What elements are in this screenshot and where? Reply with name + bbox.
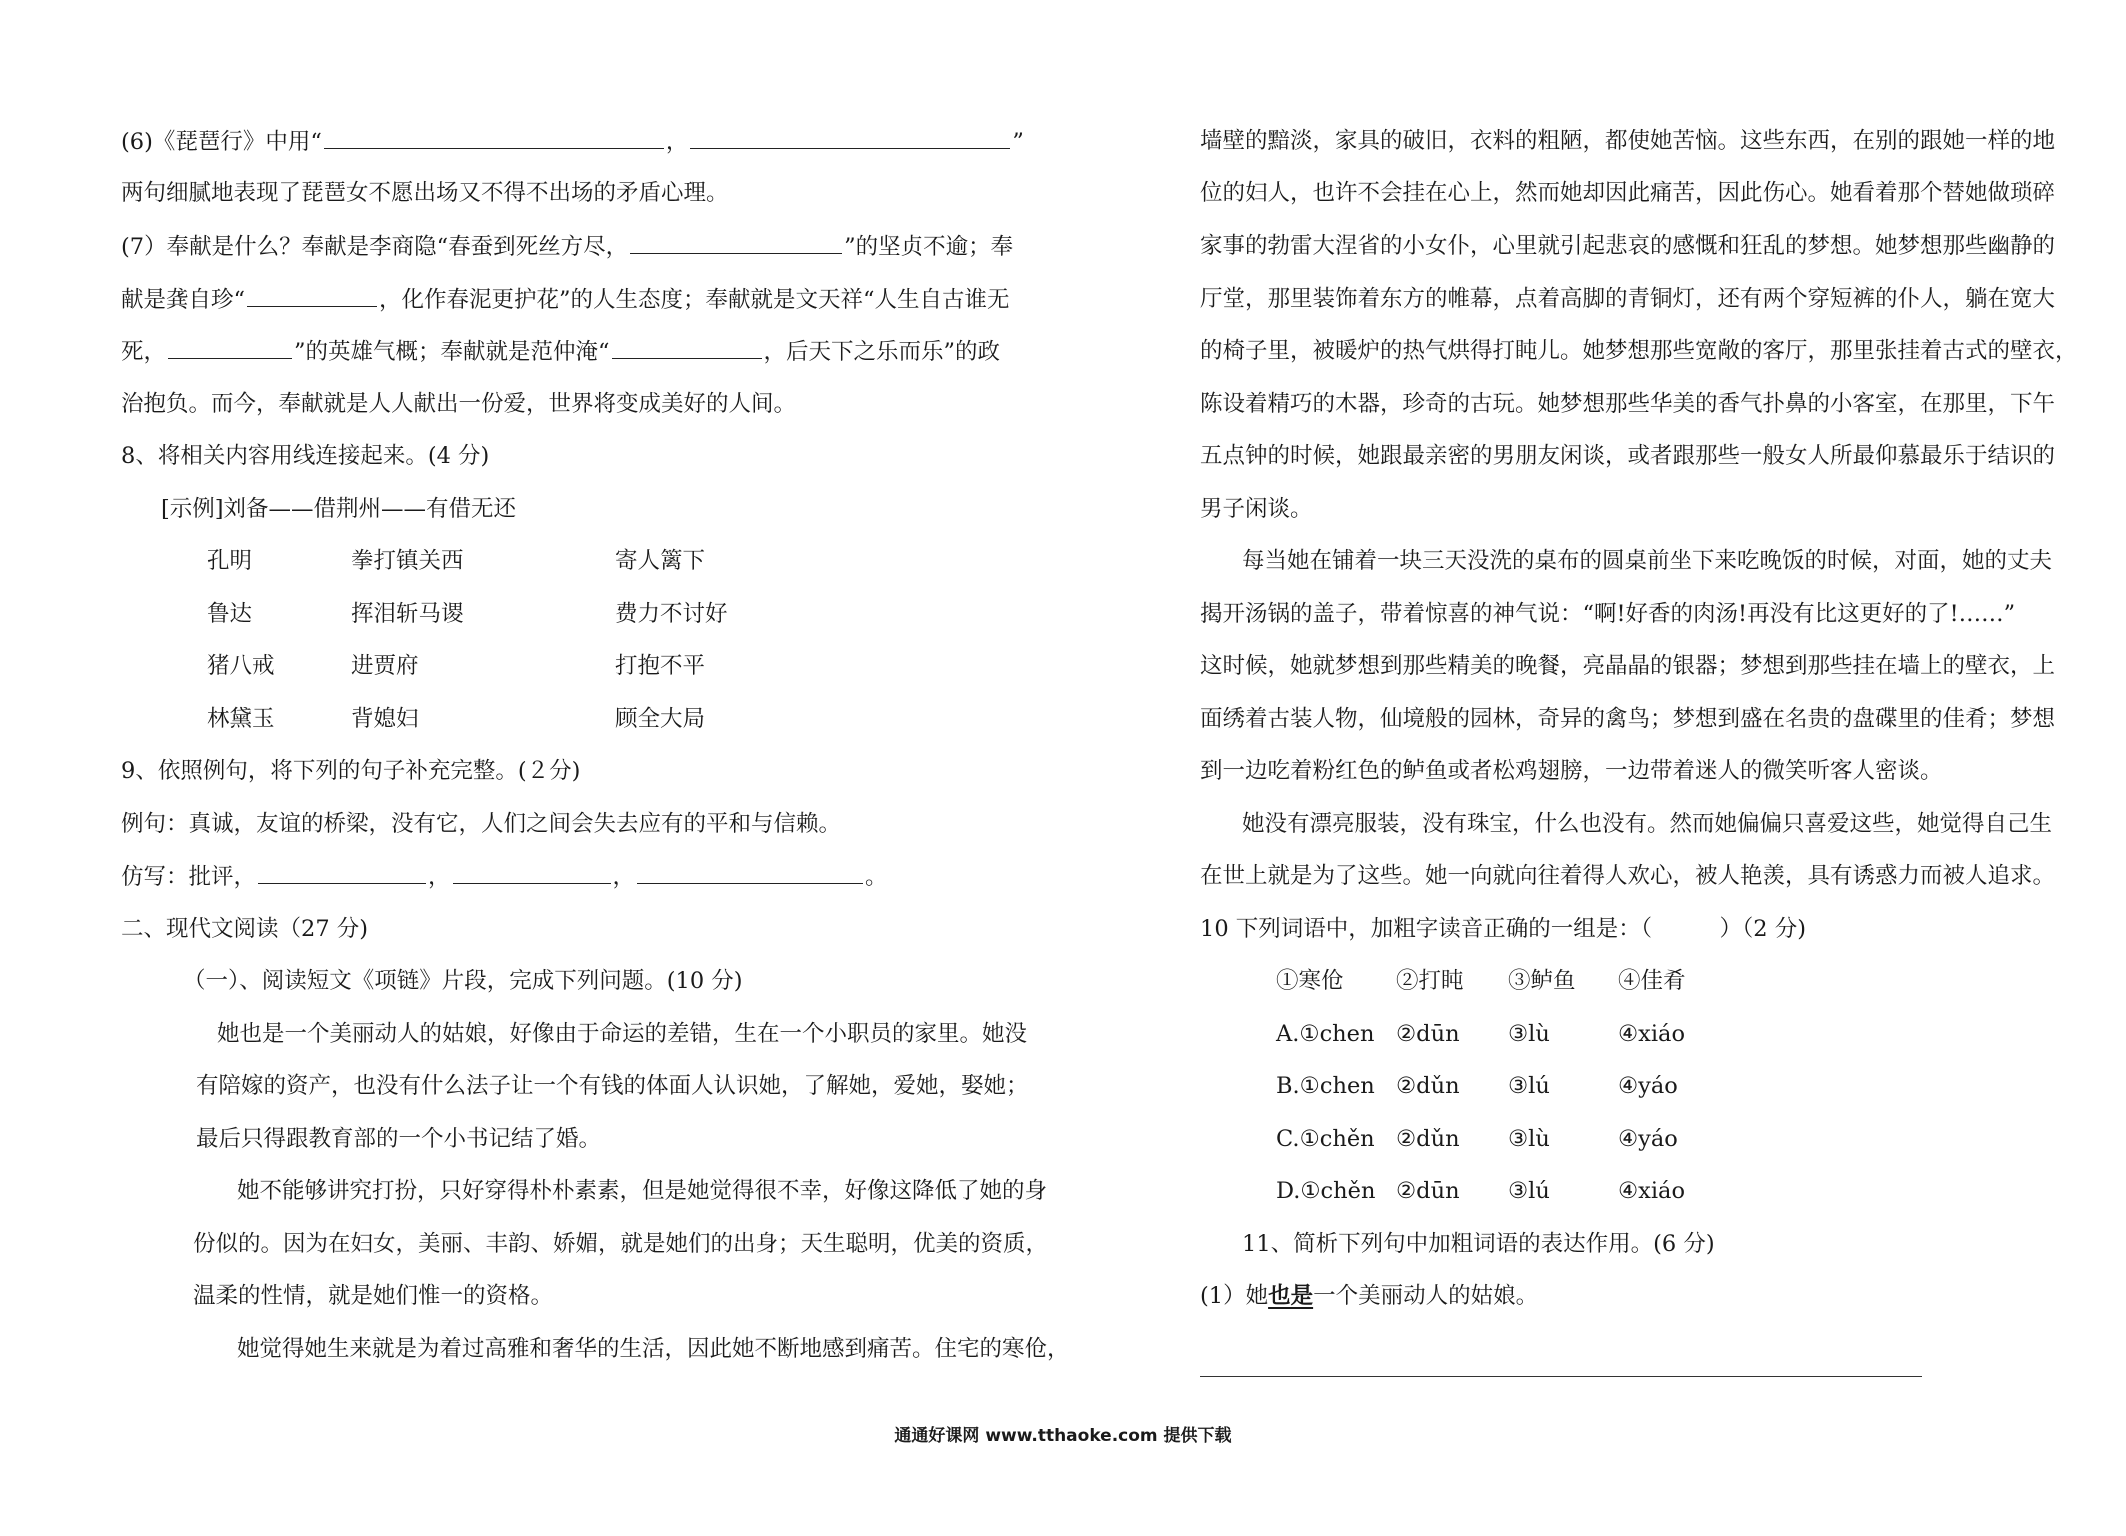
p3-cont-line-4: 厅堂，那里装饰着东方的帷幕，点着高脚的青铜灯，还有两个穿短裤的仆人，躺在宽大	[1200, 286, 2056, 312]
p3-cont-line-1: 墙壁的黯淡，家具的破旧，衣料的粗陋，都使她苦恼。这些东西，在别的跟她一样的地	[1200, 128, 2056, 154]
q11-title: 11、简析下列句中加粗词语的表达作用。(6 分)	[1242, 1231, 1715, 1257]
passage-title: （一）、阅读短文《项链》片段，完成下列问题。(10 分)	[183, 968, 743, 994]
q7-line-3: 死， ”的英雄气概；奉献就是范仲淹“ ，后天下之乐而乐”的政	[121, 336, 1000, 366]
q8-row-4-c: 顾全大局	[615, 706, 706, 732]
q10-option-b-3: ③lú	[1508, 1073, 1550, 1099]
p3-cont-line-3: 家事的勃雷大涅省的小女仆，心里就引起悲哀的感慨和狂乱的梦想。她梦想那些幽静的	[1200, 233, 2056, 259]
q6-blank-2[interactable]	[690, 126, 1010, 149]
section-2-heading: 二、现代文阅读（27 分)	[121, 916, 369, 942]
q10-option-c-3: ③lù	[1508, 1126, 1550, 1152]
q6-blank-1[interactable]	[324, 126, 664, 149]
q6-line-1: (6)《琵琶行》中用“ ， ”	[121, 126, 1024, 156]
p3-cont-line-2: 位的妇人，也许不会挂在心上，然而她却因此痛苦，因此伤心。她看着那个替她做琐碎	[1200, 180, 2056, 206]
q10-word-4: ④佳肴	[1618, 968, 1686, 994]
q8-row-4-b: 背媳妇	[351, 706, 419, 732]
q10-option-c[interactable]: C.①chěn	[1276, 1126, 1375, 1152]
q10-option-c-4: ④yáo	[1618, 1126, 1678, 1152]
q8-title: 8、将相关内容用线连接起来。(4 分)	[121, 443, 490, 469]
q8-row-1-a: 孔明	[207, 548, 253, 574]
q10-word-1: ①寒伧	[1276, 968, 1344, 994]
q8-row-3-c: 打抱不平	[615, 653, 706, 679]
p2-line-1: 她不能够讲究打扮，只好穿得朴朴素素，但是她觉得很不幸，好像这降低了她的身	[237, 1178, 1048, 1204]
q8-row-2-a: 鲁达	[207, 601, 253, 627]
q11-bold-word: 也是	[1268, 1283, 1314, 1309]
q8-row-3-a: 猪八戒	[207, 653, 275, 679]
footer-credit: 通通好课网 www.tthaoke.com 提供下载	[894, 1426, 1232, 1446]
q11-sentence-1: (1）她也是一个美丽动人的姑娘。	[1200, 1283, 1539, 1309]
q8-row-2-b: 挥泪斩马谡	[351, 601, 464, 627]
q9-fill-line: 仿写：批评， ， ， 。	[121, 861, 888, 891]
q9-blank-3[interactable]	[637, 861, 863, 884]
q7-blank-2[interactable]	[247, 284, 377, 307]
q8-example: [示例]刘备——借荆州——有借无还	[161, 496, 517, 522]
p5-line-1: 她没有漂亮服装，没有珠宝，什么也没有。然而她偏偏只喜爱这些，她觉得自己生	[1242, 811, 2053, 837]
q7-line-2: 献是龚自珍“ ，化作春泥更护花”的人生态度；奉献就是文天祥“人生自古谁无	[121, 284, 1010, 314]
q10-word-3: ③鲈鱼	[1508, 968, 1576, 994]
p4-line-3: 这时候，她就梦想到那些精美的晚餐，亮晶晶的银器；梦想到那些挂在墙上的壁衣，上	[1200, 653, 2056, 679]
q7-line-4: 治抱负。而今，奉献就是人人献出一份爱，世界将变成美好的人间。	[121, 391, 797, 417]
p3-line-1: 她觉得她生来就是为着过高雅和奢华的生活，因此她不断地感到痛苦。住宅的寒伧，	[237, 1336, 1070, 1362]
q10-option-b-4: ④yáo	[1618, 1073, 1678, 1099]
q10-option-d-3: ③lú	[1508, 1178, 1550, 1204]
q9-example: 例句：真诚，友谊的桥梁，没有它，人们之间会失去应有的平和与信赖。	[121, 811, 842, 837]
q10-option-a-3: ③lù	[1508, 1021, 1550, 1047]
p4-line-5: 到一边吃着粉红色的鲈鱼或者松鸡翅膀，一边带着迷人的微笑听客人密谈。	[1200, 758, 1943, 784]
q10-option-a-2: ②dūn	[1396, 1021, 1460, 1047]
q10-word-2: ②打盹	[1396, 968, 1464, 994]
q10-option-b[interactable]: B.①chen	[1276, 1073, 1375, 1099]
q9-title: 9、依照例句，将下列的句子补充完整。(２分)	[121, 758, 581, 784]
q6-line-2: 两句细腻地表现了琵琶女不愿出场又不得不出场的矛盾心理。	[121, 180, 729, 206]
p2-line-3: 温柔的性情，就是她们惟一的资格。	[193, 1283, 554, 1309]
q10-title: 10 下列词语中，加粗字读音正确的一组是：（ ）（2 分)	[1200, 916, 1807, 942]
p1-line-3: 最后只得跟教育部的一个小书记结了婚。	[196, 1126, 602, 1152]
q10-option-d-2: ②dūn	[1396, 1178, 1460, 1204]
q10-option-c-2: ②dǔn	[1396, 1126, 1460, 1152]
p3-cont-line-8: 男子闲谈。	[1200, 496, 1313, 522]
q10-option-a-4: ④xiáo	[1618, 1021, 1686, 1047]
q7-blank-4[interactable]	[612, 336, 762, 359]
p3-cont-line-7: 五点钟的时候，她跟最亲密的男朋友闲谈，或者跟那些一般女人所最仰慕最乐于结识的	[1200, 443, 2056, 469]
q10-option-d-4: ④xiáo	[1618, 1178, 1686, 1204]
q8-row-2-c: 费力不讨好	[615, 601, 728, 627]
q8-row-1-b: 拳打镇关西	[351, 548, 464, 574]
p1-line-1: 她也是一个美丽动人的姑娘，好像由于命运的差错，生在一个小职员的家里。她没	[217, 1021, 1028, 1047]
p5-line-2: 在世上就是为了这些。她一向就向往着得人欢心，被人艳羡，具有诱惑力而被人追求。	[1200, 863, 2056, 889]
q8-row-3-b: 进贾府	[351, 653, 419, 679]
q7-line-1: (7）奉献是什么？奉献是李商隐“春蚕到死丝方尽， ”的坚贞不逾；奉	[121, 231, 1013, 261]
p3-cont-line-6: 陈设着精巧的木器，珍奇的古玩。她梦想那些华美的香气扑鼻的小客室，在那里，下午	[1200, 391, 2056, 417]
p1-line-2: 有陪嫁的资产，也没有什么法子让一个有钱的体面人认识她，了解她，爱她，娶她；	[196, 1073, 1029, 1099]
q10-option-a[interactable]: A.①chen	[1276, 1021, 1375, 1047]
q7-blank-1[interactable]	[630, 231, 842, 254]
p4-line-1: 每当她在铺着一块三天没洗的桌布的圆桌前坐下来吃晚饭的时候，对面，她的丈夫	[1242, 548, 2053, 574]
p3-cont-line-5: 的椅子里，被暖炉的热气烘得打盹儿。她梦想那些宽敞的客厅，那里张挂着古式的壁衣，	[1200, 338, 2078, 364]
q9-blank-1[interactable]	[258, 861, 426, 884]
q8-row-1-c: 寄人篱下	[615, 548, 706, 574]
p4-line-4: 面绣着古装人物，仙境般的园林，奇异的禽鸟；梦想到盛在名贵的盘碟里的佳肴；梦想	[1200, 706, 2056, 732]
q8-row-4-a: 林黛玉	[207, 706, 275, 732]
q10-option-d[interactable]: D.①chěn	[1276, 1178, 1376, 1204]
q10-option-b-2: ②dǔn	[1396, 1073, 1460, 1099]
q9-blank-2[interactable]	[453, 861, 611, 884]
p2-line-2: 份似的。因为在妇女，美丽、丰韵、娇媚，就是她们的出身；天生聪明，优美的资质，	[193, 1231, 1049, 1257]
q11-answer-line[interactable]	[1200, 1376, 1922, 1377]
q7-blank-3[interactable]	[168, 336, 292, 359]
p4-line-2: 揭开汤锅的盖子，带着惊喜的神气说：“啊!好香的肉汤!再没有比这更好的了!……”	[1200, 601, 2016, 627]
